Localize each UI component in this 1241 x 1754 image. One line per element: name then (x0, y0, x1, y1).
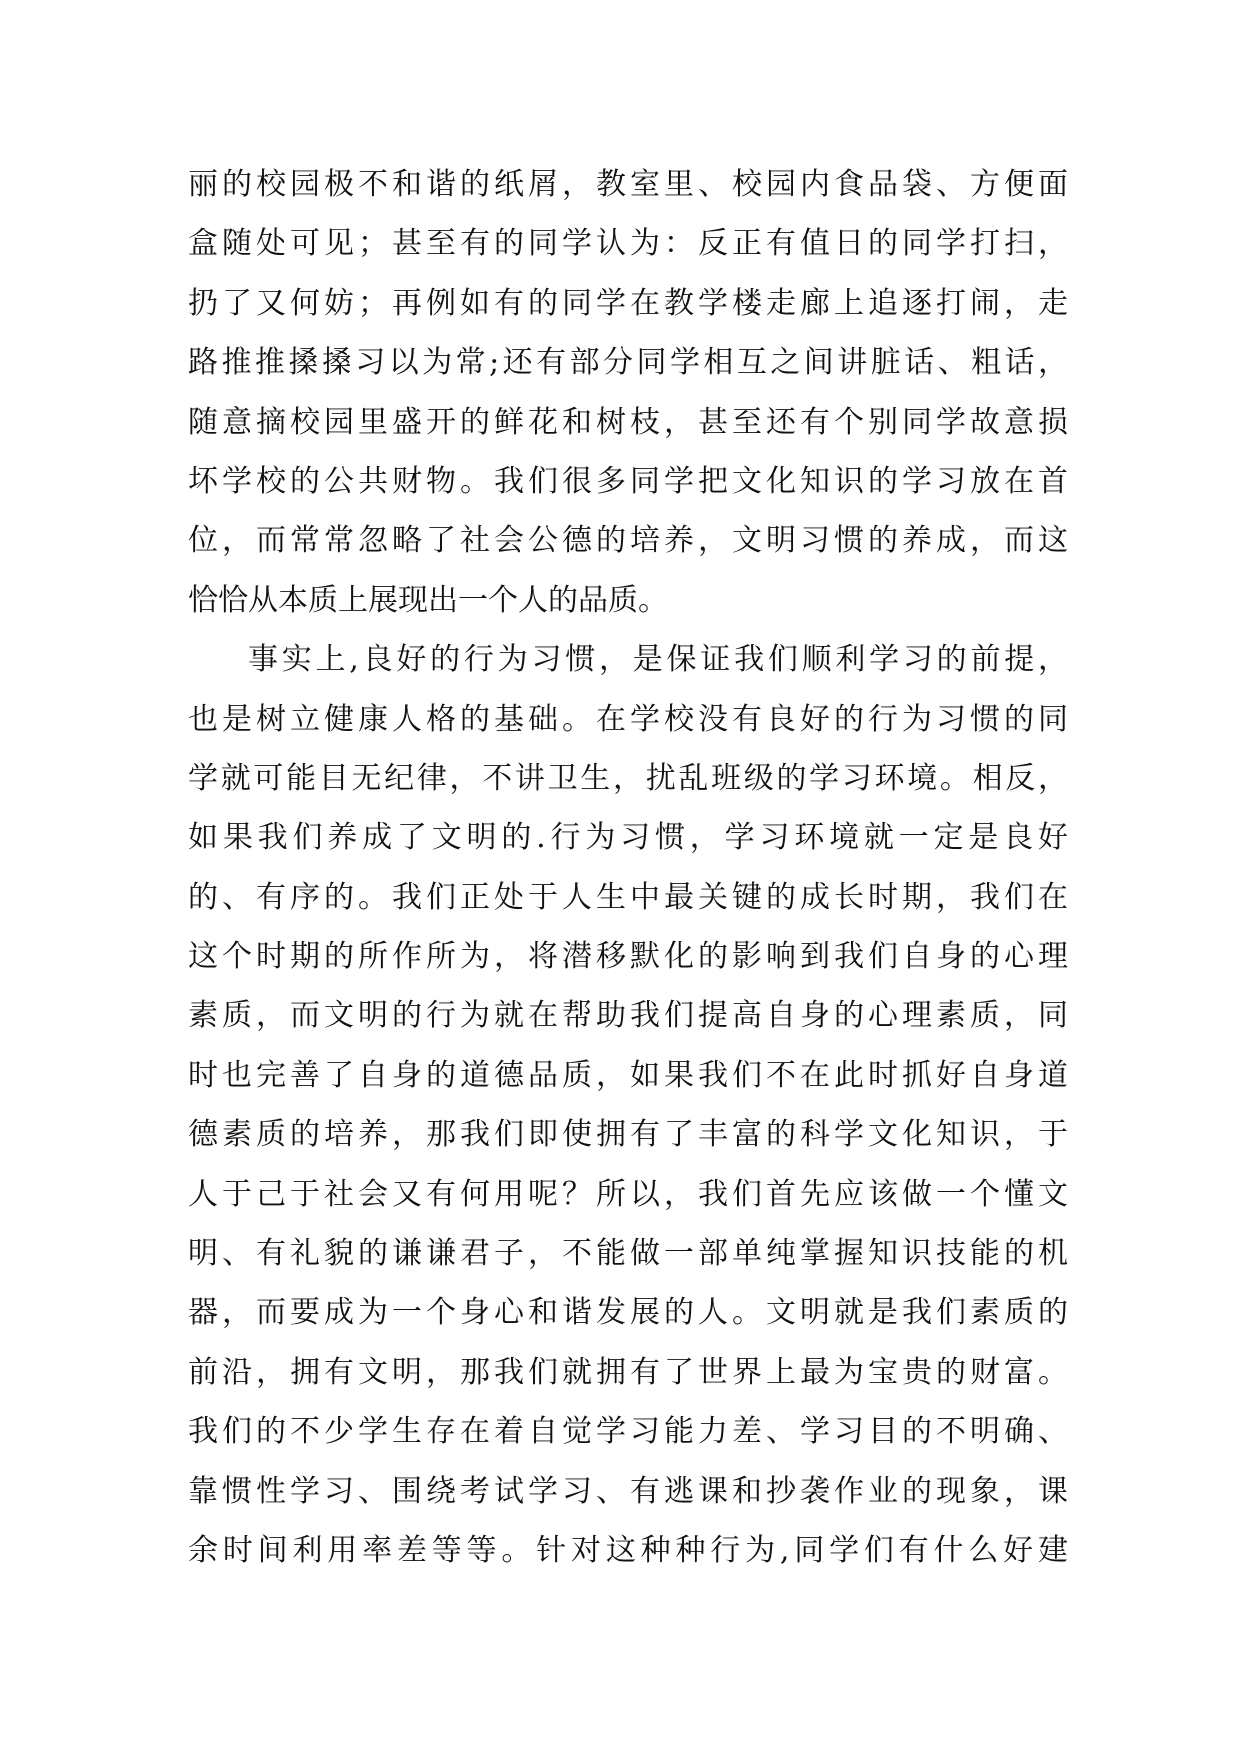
text-line: 也是树立健康人格的基础。在学校没有良好的行为习惯的同 (188, 701, 1068, 737)
text-line: 恰恰从本质上展现出一个人的品质。 (188, 582, 668, 618)
text-line: 靠惯性学习、围绕考试学习、有逃课和抄袭作业的现象，课 (188, 1473, 1068, 1509)
text-line: 扔了又何妨；再例如有的同学在教学楼走廊上追逐打闹，走 (188, 285, 1068, 321)
text-line: 这个时期的所作所为，将潜移默化的影响到我们自身的心理 (188, 939, 1068, 975)
text-line: 德素质的培养，那我们即使拥有了丰富的科学文化知识，于 (188, 1117, 1068, 1153)
text-line: 盒随处可见；甚至有的同学认为：反正有值日的同学打扫， (188, 226, 1068, 262)
text-line: 器，而要成为一个身心和谐发展的人。文明就是我们素质的 (188, 1295, 1068, 1331)
text-line: 路推推搡搡习以为常;还有部分同学相互之间讲脏话、粗话， (188, 345, 1068, 381)
text-line: 人于己于社会又有何用呢？所以，我们首先应该做一个懂文 (188, 1176, 1068, 1212)
text-line: 如果我们养成了文明的.行为习惯，学习环境就一定是良好 (188, 820, 1068, 856)
text-line: 的、有序的。我们正处于人生中最关键的成长时期，我们在 (188, 879, 1068, 915)
text-line: 余时间利用率差等等。针对这种种行为,同学们有什么好建 (188, 1532, 1068, 1568)
text-line: 明、有礼貌的谦谦君子，不能做一部单纯掌握知识技能的机 (188, 1236, 1068, 1272)
text-line: 丽的校园极不和谐的纸屑，教室里、校园内食品袋、方便面 (188, 167, 1068, 202)
text-line: 前沿，拥有文明，那我们就拥有了世界上最为宝贵的财富。 (188, 1354, 1068, 1390)
text-line: 我们的不少学生存在着自觉学习能力差、学习目的不明确、 (188, 1414, 1068, 1450)
text-line: 随意摘校园里盛开的鲜花和树枝，甚至还有个别同学故意损 (188, 404, 1068, 440)
text-line: 素质，而文明的行为就在帮助我们提高自身的心理素质，同 (188, 998, 1068, 1034)
paragraph (188, 155, 1068, 630)
text-line: 位，而常常忽略了社会公德的培养，文明习惯的养成，而这 (188, 523, 1068, 559)
text-line: 时也完善了自身的道德品质，如果我们不在此时抓好自身道 (188, 1057, 1068, 1093)
text-line: 坏学校的公共财物。我们很多同学把文化知识的学习放在首 (188, 463, 1068, 499)
text-line: 事实上,良好的行为习惯，是保证我们顺利学习的前提， (248, 642, 1068, 678)
body-text (188, 155, 1068, 1580)
text-line: 学就可能目无纪律，不讲卫生，扰乱班级的学习环境。相反， (188, 760, 1068, 796)
paragraph (188, 630, 1068, 1580)
